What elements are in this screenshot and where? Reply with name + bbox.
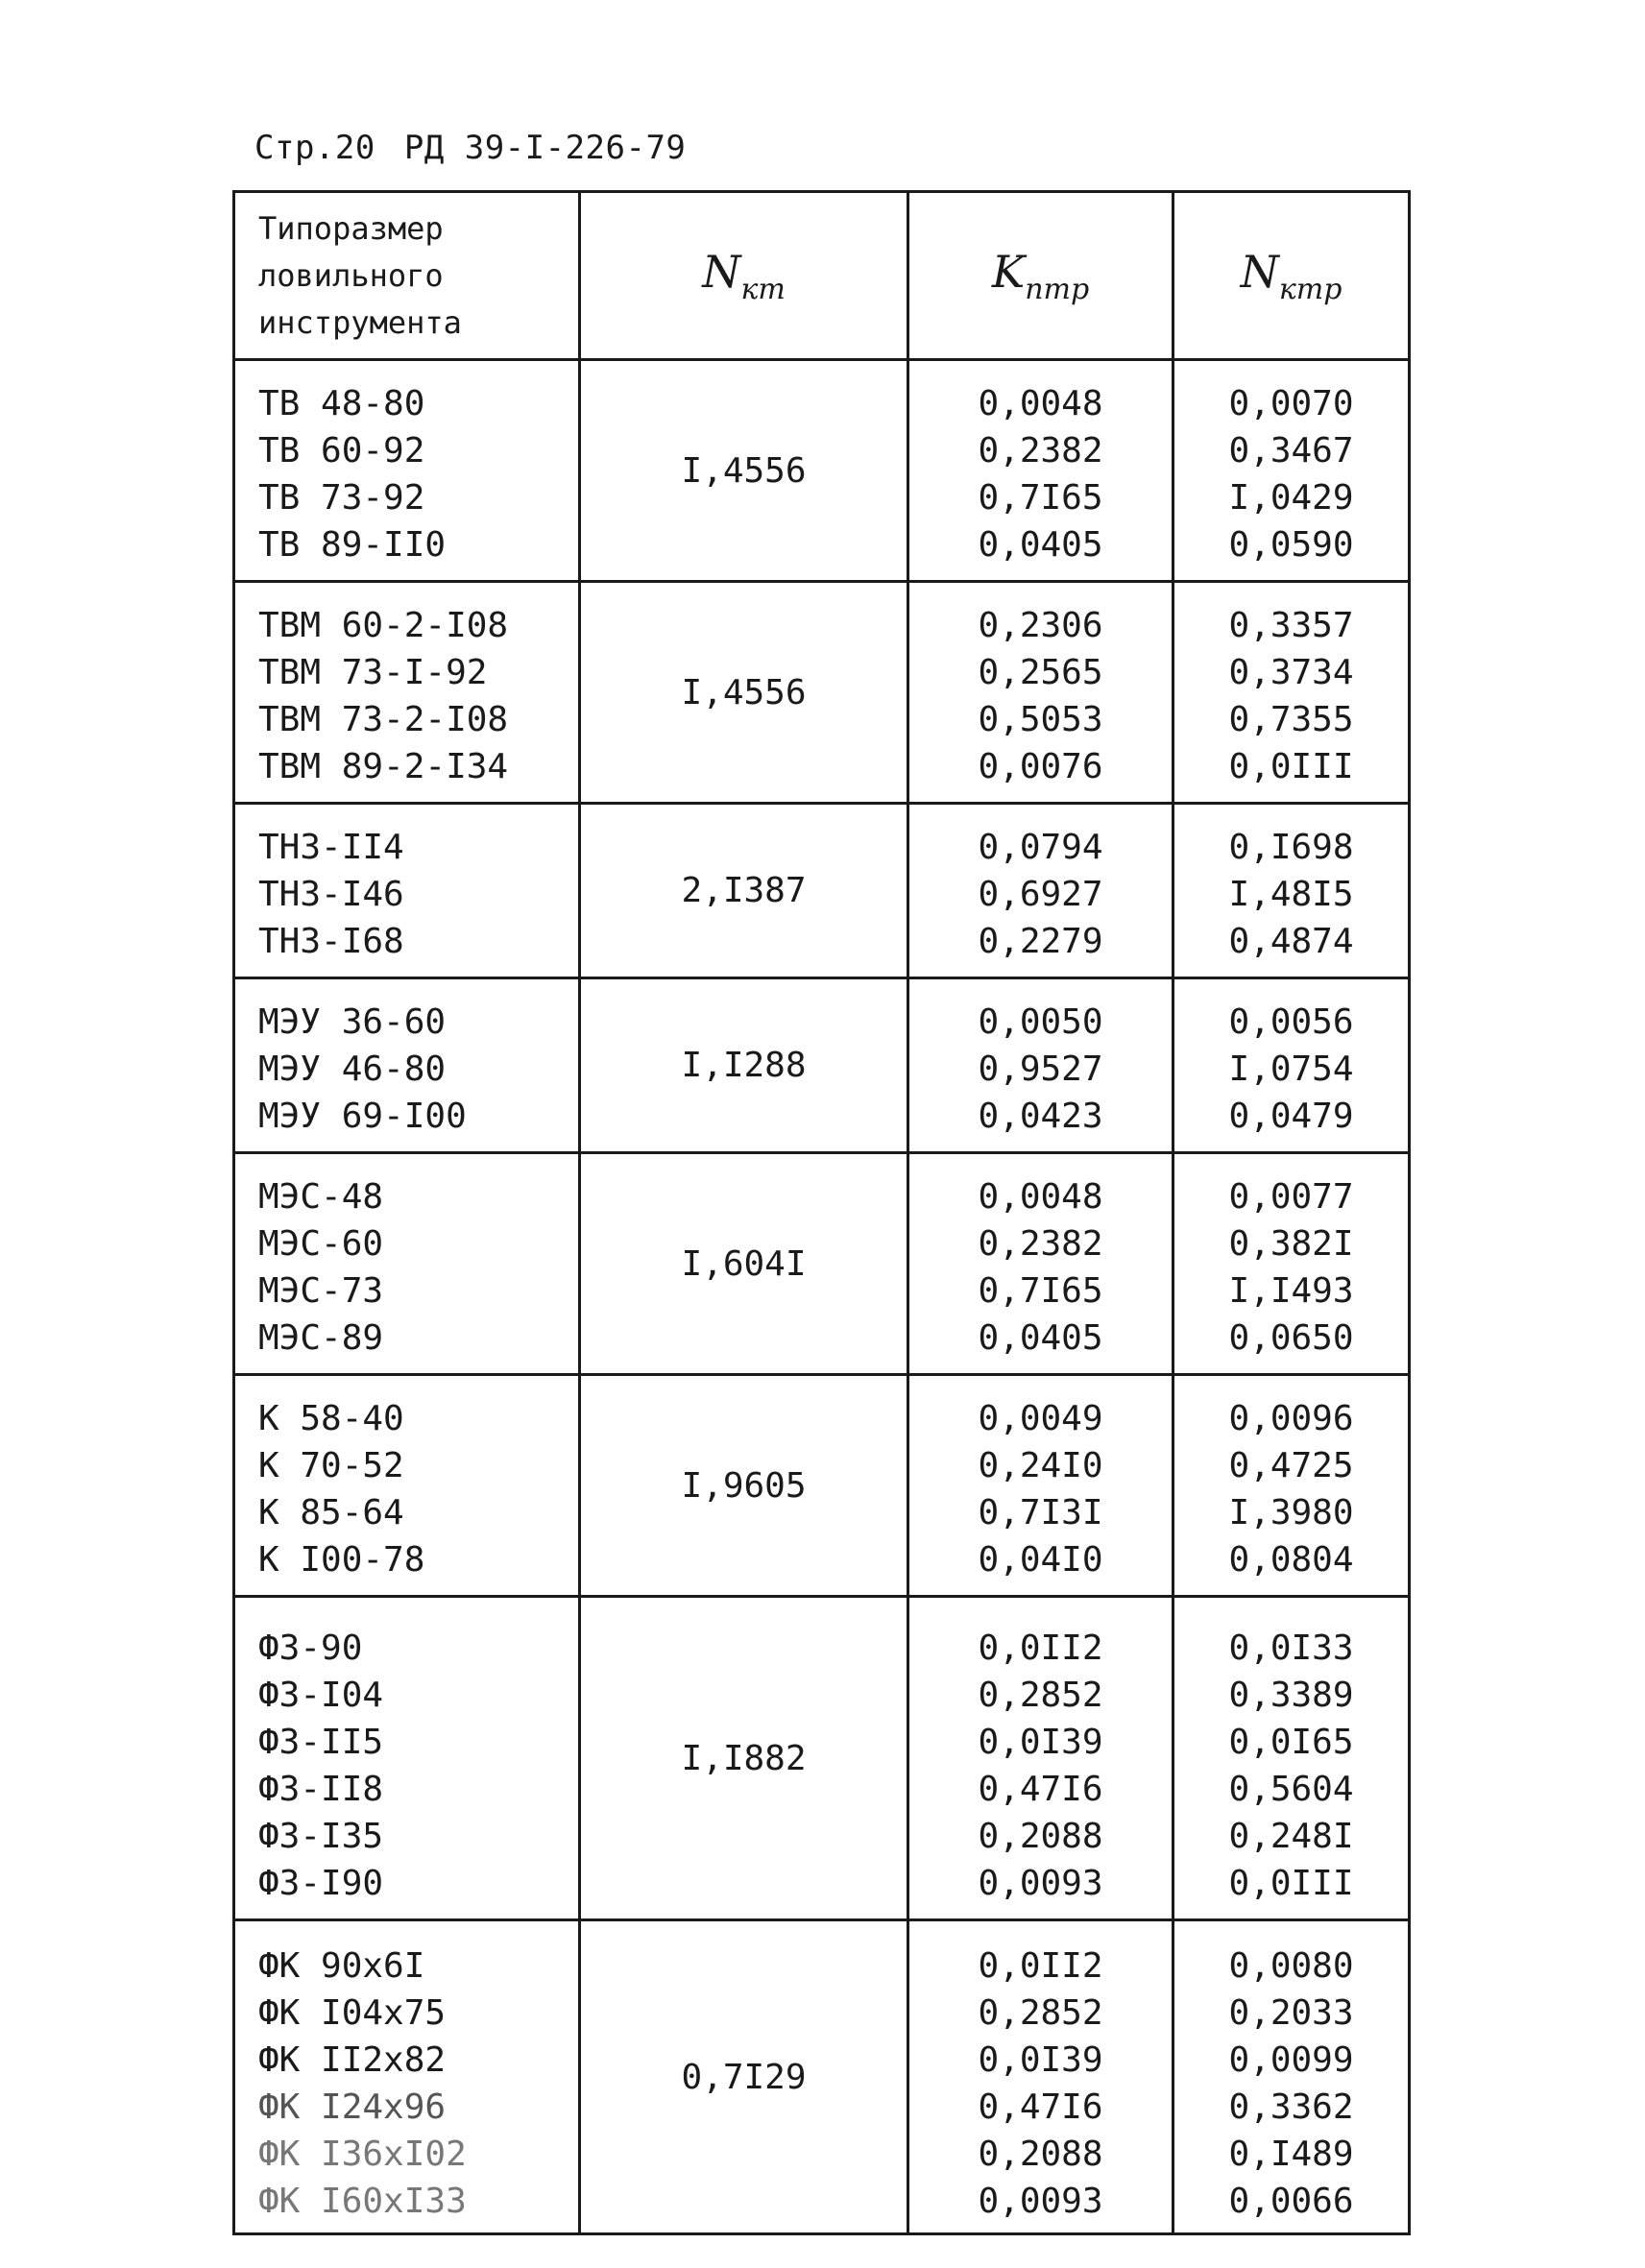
tool-names-cell <box>234 804 580 978</box>
nktr-value: I,0429 <box>1228 478 1354 518</box>
kptr-value: 0,5053 <box>978 700 1103 739</box>
nkt-value: I,9605 <box>580 1375 908 1597</box>
kptr-value: 0,0048 <box>978 384 1103 423</box>
nkt-value: I,I288 <box>580 978 908 1153</box>
nktr-value: 0,0099 <box>1228 2040 1354 2080</box>
nktr-value: 0,7355 <box>1228 700 1354 739</box>
nktr-cell <box>1173 804 1410 978</box>
nktr-value: 0,0I65 <box>1228 1723 1354 1762</box>
nktr-value: 0,3357 <box>1228 606 1354 645</box>
nktr-value: 0,3467 <box>1228 431 1354 470</box>
table-row <box>234 582 1410 804</box>
kptr-value: 0,0II2 <box>978 1946 1103 1986</box>
group-meu <box>234 978 1410 1153</box>
kptr-value: 0,24I0 <box>978 1446 1103 1485</box>
nktr-value: 0,0650 <box>1228 1318 1354 1358</box>
nktr-value: 0,4725 <box>1228 1446 1354 1485</box>
nktr-value: 0,I698 <box>1228 828 1354 867</box>
kptr-value: 0,2852 <box>978 1676 1103 1715</box>
kptr-cell <box>908 360 1173 582</box>
table-header-row <box>234 192 1410 360</box>
group-fz <box>234 1597 1410 1920</box>
table-row <box>234 360 1410 582</box>
nktr-cell <box>1173 978 1410 1153</box>
header-label-line: ловильного <box>258 256 444 294</box>
table-row <box>234 1153 1410 1375</box>
kptr-value: 0,0076 <box>978 747 1103 786</box>
kptr-value: 0,2088 <box>978 2135 1103 2174</box>
kptr-cell <box>908 804 1173 978</box>
nktr-value: I,3980 <box>1228 1493 1354 1532</box>
header-kptr-sub: птр <box>1025 272 1090 306</box>
nktr-cell <box>1173 1597 1410 1920</box>
tool-names-cell <box>234 1920 580 2234</box>
header-label-line: Типоразмер <box>258 209 444 247</box>
kptr-value: 0,0093 <box>978 2182 1103 2221</box>
nktr-value: 0,248I <box>1228 1817 1354 1856</box>
kptr-cell <box>908 1920 1173 2234</box>
header-tool-size <box>234 192 580 360</box>
header-nkt <box>580 192 908 360</box>
nktr-value: 0,5604 <box>1228 1770 1354 1809</box>
header-kptr <box>908 192 1173 360</box>
tool-name: ФК II2x82 <box>258 2040 447 2080</box>
kptr-value: 0,0405 <box>978 525 1103 565</box>
nktr-value: 0,382I <box>1228 1224 1354 1264</box>
tool-name: ФК I04x75 <box>258 1993 447 2033</box>
header-nktr <box>1173 192 1410 360</box>
tool-name: ФК I24x96 <box>258 2087 447 2127</box>
nktr-value: I,48I5 <box>1228 875 1354 914</box>
tool-names-cell <box>234 978 580 1153</box>
tool-name: ФК 90x6I <box>258 1946 425 1986</box>
table-row <box>234 1597 1410 1920</box>
tool-name: ТВ 89-II0 <box>258 525 447 565</box>
tool-name: ТВ 48-80 <box>258 384 425 423</box>
nktr-value: 0,0056 <box>1228 1002 1354 1042</box>
tool-name: ТВМ 73-I-92 <box>258 653 488 692</box>
tool-names-cell <box>234 1375 580 1597</box>
header-label-line: инструмента <box>258 303 462 341</box>
tool-name: ТНЗ-I46 <box>258 875 404 914</box>
nktr-value: 0,2033 <box>1228 1993 1354 2033</box>
nktr-cell <box>1173 360 1410 582</box>
nktr-value: 0,0479 <box>1228 1097 1354 1136</box>
kptr-cell <box>908 978 1173 1153</box>
kptr-cell <box>908 1375 1173 1597</box>
nkt-value: I,604I <box>580 1153 908 1375</box>
nktr-value: 0,0077 <box>1228 1177 1354 1217</box>
table-row <box>234 1375 1410 1597</box>
nktr-value: 0,0070 <box>1228 384 1354 423</box>
nktr-value: 0,0804 <box>1228 1540 1354 1580</box>
nktr-cell <box>1173 1920 1410 2234</box>
tool-name: ТНЗ-I68 <box>258 922 404 961</box>
nkt-value: I,I882 <box>580 1597 908 1920</box>
kptr-value: 0,2279 <box>978 922 1103 961</box>
kptr-cell <box>908 582 1173 804</box>
kptr-value: 0,2382 <box>978 431 1103 470</box>
nktr-value: 0,0096 <box>1228 1399 1354 1438</box>
kptr-value: 0,04I0 <box>978 1540 1103 1580</box>
kptr-cell <box>908 1153 1173 1375</box>
tool-name: К 85-64 <box>258 1493 404 1532</box>
tool-name: ТВМ 60-2-I08 <box>258 606 509 645</box>
tool-names-cell <box>234 360 580 582</box>
table-row <box>234 1920 1410 2234</box>
tool-names-cell <box>234 1597 580 1920</box>
nktr-cell <box>1173 1153 1410 1375</box>
nktr-value: 0,3362 <box>1228 2087 1354 2127</box>
kptr-value: 0,9527 <box>978 1050 1103 1089</box>
tool-name: ТВ 60-92 <box>258 431 425 470</box>
nktr-value: 0,3734 <box>1228 653 1354 692</box>
kptr-value: 0,2565 <box>978 653 1103 692</box>
nktr-cell <box>1173 582 1410 804</box>
nktr-value: 0,0III <box>1228 1864 1354 1903</box>
group-k <box>234 1375 1410 1597</box>
group-tnz <box>234 804 1410 978</box>
kptr-value: 0,47I6 <box>978 2087 1103 2127</box>
nktr-value: I,0754 <box>1228 1050 1354 1089</box>
nkt-value: I,4556 <box>580 360 908 582</box>
kptr-value: 0,0049 <box>978 1399 1103 1438</box>
kptr-value: 0,0048 <box>978 1177 1103 1217</box>
header-kptr-base: K <box>991 245 1026 298</box>
kptr-value: 0,7I3I <box>978 1493 1103 1532</box>
nktr-cell <box>1173 1375 1410 1597</box>
kptr-value: 0,2088 <box>978 1817 1103 1856</box>
kptr-value: 0,0423 <box>978 1097 1103 1136</box>
tool-name: К 70-52 <box>258 1446 404 1485</box>
nktr-value: 0,0590 <box>1228 525 1354 565</box>
document-code: РД 39-I-226-79 <box>403 129 687 167</box>
table-row <box>234 978 1410 1153</box>
kptr-value: 0,2306 <box>978 606 1103 645</box>
tool-name: МЭС-73 <box>258 1271 384 1311</box>
kptr-value: 0,0II2 <box>978 1629 1103 1668</box>
tool-name: МЭУ 46-80 <box>258 1050 447 1089</box>
tool-name: ФЗ-II5 <box>258 1723 384 1762</box>
header-nktr-sub: ктр <box>1278 272 1343 306</box>
kptr-cell <box>908 1597 1173 1920</box>
kptr-value: 0,0405 <box>978 1318 1103 1358</box>
kptr-value: 0,0I39 <box>978 2040 1103 2080</box>
tool-name: МЭС-89 <box>258 1318 384 1358</box>
tool-name: ТВМ 73-2-I08 <box>258 700 509 739</box>
tool-name: МЭС-48 <box>258 1177 384 1217</box>
nktr-value: 0,0080 <box>1228 1946 1354 1986</box>
kptr-value: 0,6927 <box>978 875 1103 914</box>
header-nktr-base: N <box>1240 245 1279 298</box>
tool-name: МЭС-60 <box>258 1224 384 1264</box>
kptr-value: 0,2382 <box>978 1224 1103 1264</box>
tool-name: ФЗ-II8 <box>258 1770 384 1809</box>
tool-name: ТВ 73-92 <box>258 478 425 518</box>
page-number: Стр.20 <box>254 129 375 167</box>
kptr-value: 0,0I39 <box>978 1723 1103 1762</box>
nkt-value: I,4556 <box>580 582 908 804</box>
nkt-value: 0,7I29 <box>580 1920 908 2234</box>
kptr-value: 0,7I65 <box>978 1271 1103 1311</box>
tool-name: МЭУ 36-60 <box>258 1002 447 1042</box>
nktr-value: I,I493 <box>1228 1271 1354 1311</box>
kptr-value: 0,7I65 <box>978 478 1103 518</box>
nktr-value: 0,I489 <box>1228 2135 1354 2174</box>
nktr-value: 0,0III <box>1228 747 1354 786</box>
group-mes <box>234 1153 1410 1375</box>
kptr-value: 0,0794 <box>978 828 1103 867</box>
tool-name: К I00-78 <box>258 1540 425 1580</box>
tool-name: ФК I36xI02 <box>258 2135 467 2174</box>
group-fk <box>234 1920 1410 2234</box>
tool-name: МЭУ 69-I00 <box>258 1097 467 1136</box>
nkt-value: 2,I387 <box>580 804 908 978</box>
header-nkt-sub: кт <box>740 272 786 306</box>
nktr-value: 0,0I33 <box>1228 1629 1354 1668</box>
kptr-value: 0,0050 <box>978 1002 1103 1042</box>
nktr-value: 0,0066 <box>1228 2182 1354 2221</box>
coefficients-table <box>232 190 1411 2235</box>
tool-name: ФЗ-I35 <box>258 1817 384 1856</box>
nktr-value: 0,4874 <box>1228 922 1354 961</box>
kptr-value: 0,47I6 <box>978 1770 1103 1809</box>
kptr-value: 0,0093 <box>978 1864 1103 1903</box>
tool-name: ФК I60xI33 <box>258 2182 467 2221</box>
tool-name: ТНЗ-II4 <box>258 828 404 867</box>
tool-name: ТВМ 89-2-I34 <box>258 747 509 786</box>
tool-name: ФЗ-90 <box>258 1629 363 1668</box>
table-row <box>234 804 1410 978</box>
tool-names-cell <box>234 1153 580 1375</box>
tool-name: ФЗ-I90 <box>258 1864 384 1903</box>
page-header <box>254 129 686 167</box>
group-tvm <box>234 582 1410 804</box>
header-nkt-base: N <box>702 245 741 298</box>
tool-name: К 58-40 <box>258 1399 404 1438</box>
nktr-value: 0,3389 <box>1228 1676 1354 1715</box>
tool-name: ФЗ-I04 <box>258 1676 384 1715</box>
group-tv <box>234 360 1410 582</box>
tool-names-cell <box>234 582 580 804</box>
kptr-value: 0,2852 <box>978 1993 1103 2033</box>
